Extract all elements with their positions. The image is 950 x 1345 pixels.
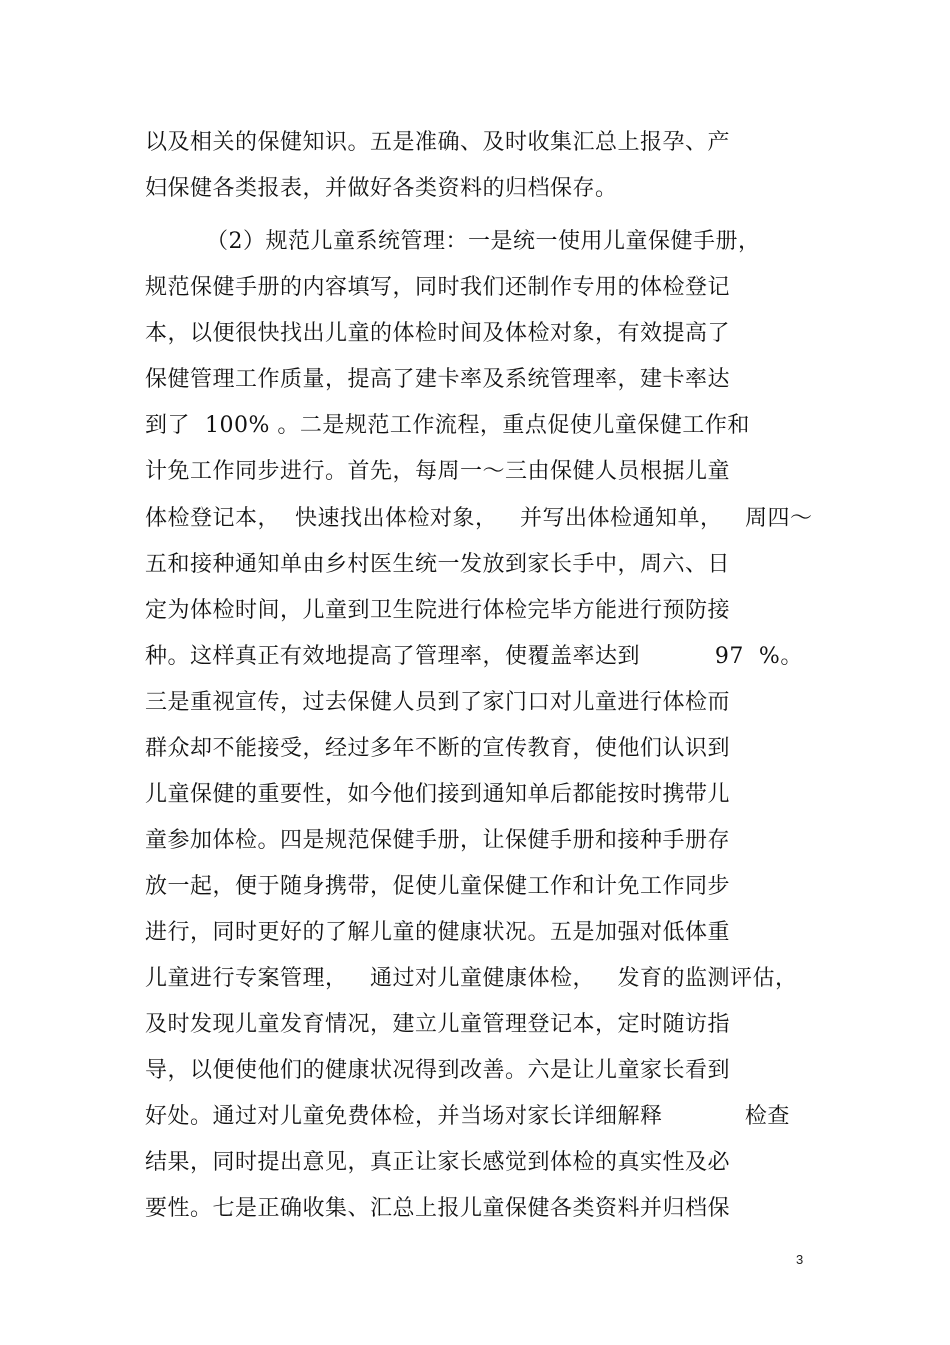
text-line: 体检登记本， 快速找出体检对象， 并写出体检通知单， 周四～	[145, 506, 813, 531]
text-line: 三是重视宣传，过去保健人员到了家门口对儿童进行体检而	[145, 690, 731, 715]
text-line: 导，以便使他们的健康状况得到改善。六是让儿童家长看到	[145, 1058, 731, 1083]
page-number: 3	[796, 1252, 804, 1267]
text-line: 妇保健各类报表，并做好各类资料的归档保存。	[145, 176, 618, 201]
text-line: 结果，同时提出意见，真正让家长感觉到体检的真实性及必	[145, 1150, 731, 1175]
text-line: （2）规范儿童系统管理：一是统一使用儿童保健手册，	[206, 229, 761, 254]
text-line: 要性。七是正确收集、汇总上报儿童保健各类资料并归档保	[145, 1196, 731, 1221]
text-line: 种。这样真正有效地提高了管理率，使覆盖率达到 97 %。	[145, 644, 803, 669]
text-line: 儿童进行专案管理， 通过对儿童健康体检， 发育的监测评估，	[145, 966, 798, 991]
text-line: 放一起，便于随身携带，促使儿童保健工作和计免工作同步	[145, 874, 731, 899]
text-line: 定为体检时间，儿童到卫生院进行体检完毕方能进行预防接	[145, 598, 731, 623]
text-line: 好处。通过对儿童免费体检，并当场对家长详细解释 检查	[145, 1104, 790, 1129]
text-line: 五和接种通知单由乡村医生统一发放到家长手中，周六、日	[145, 552, 731, 577]
text-line: 规范保健手册的内容填写，同时我们还制作专用的体检登记	[145, 275, 731, 300]
text-line: 进行，同时更好的了解儿童的健康状况。五是加强对低体重	[145, 920, 731, 945]
text-line: 到了 100% 。二是规范工作流程，重点促使儿童保健工作和	[145, 413, 750, 438]
text-line: 以及相关的保健知识。五是准确、及时收集汇总上报孕、产	[145, 130, 731, 155]
text-line: 群众却不能接受，经过多年不断的宣传教育，使他们认识到	[145, 736, 731, 761]
text-line: 计免工作同步进行。首先，每周一～三由保健人员根据儿童	[145, 459, 731, 484]
text-line: 保健管理工作质量，提高了建卡率及系统管理率，建卡率达	[145, 367, 731, 392]
text-line: 及时发现儿童发育情况，建立儿童管理登记本，定时随访指	[145, 1012, 731, 1037]
text-line: 儿童保健的重要性，如今他们接到通知单后都能按时携带儿	[145, 782, 731, 807]
text-line: 本，以便很快找出儿童的体检时间及体检对象，有效提高了	[145, 321, 731, 346]
text-line: 童参加体检。四是规范保健手册，让保健手册和接种手册存	[145, 828, 731, 853]
